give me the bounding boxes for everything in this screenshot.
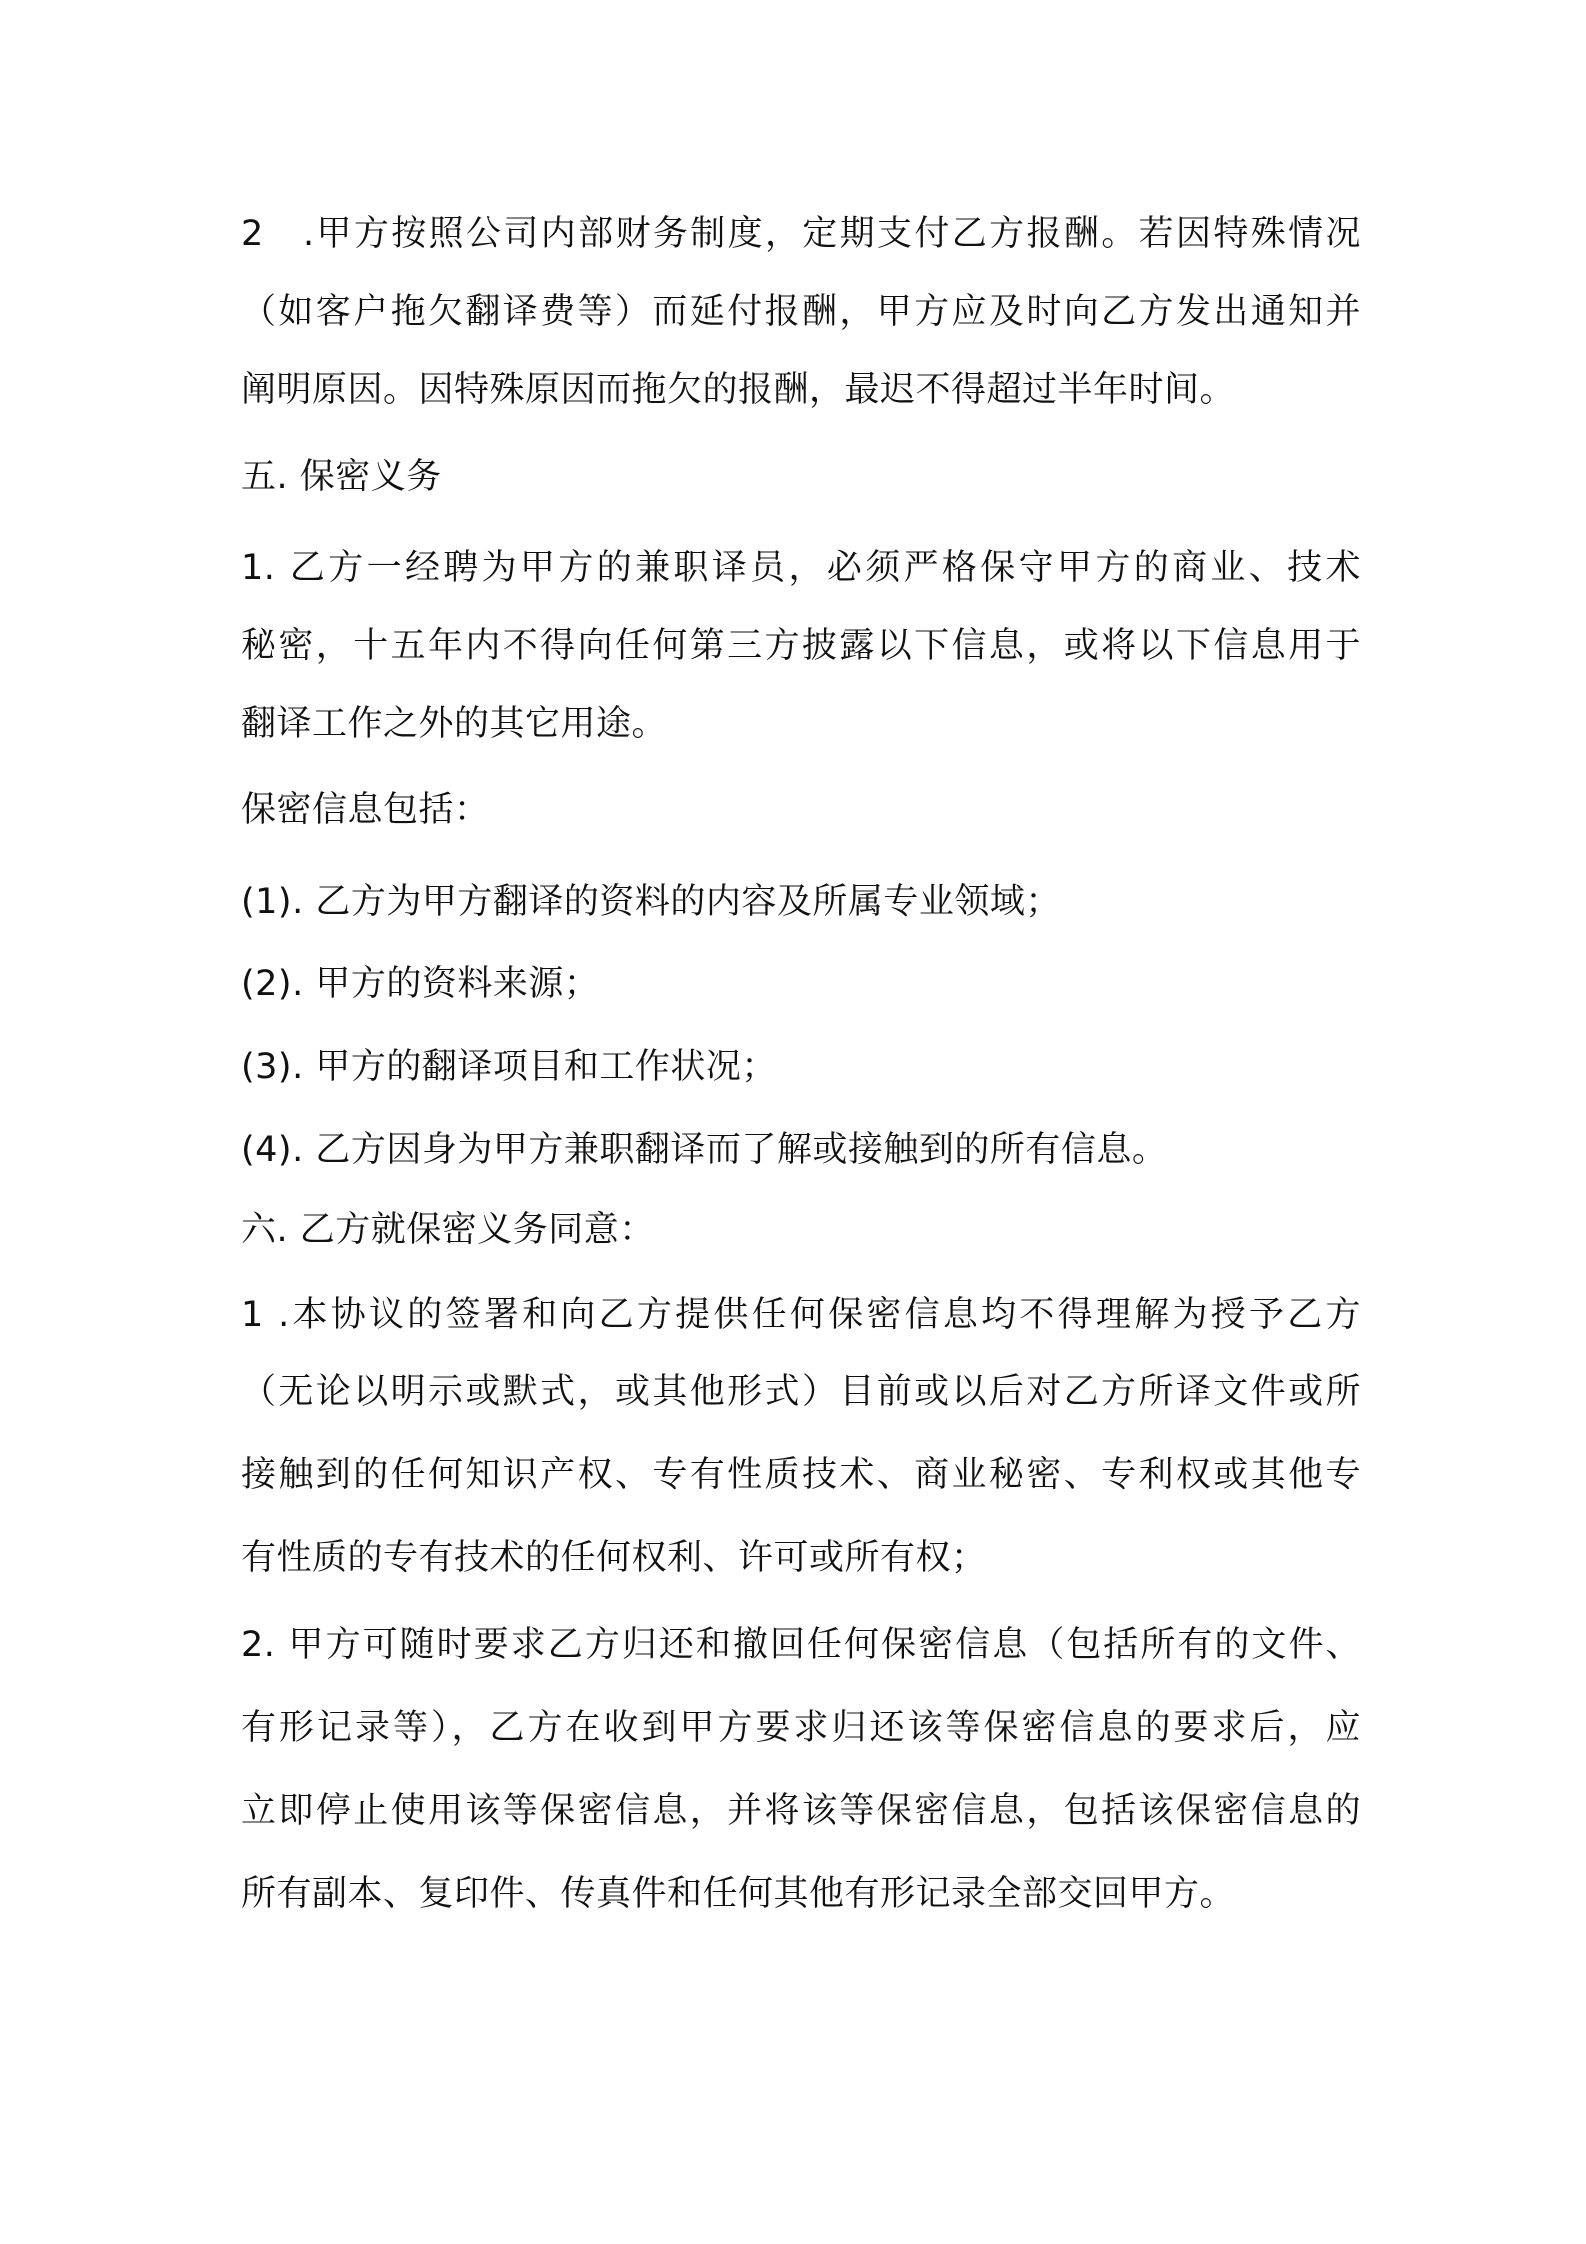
text-line: 2 .甲方按照公司内部财务制度，定期支付乙方报酬。若因特殊情况: [241, 214, 1361, 254]
section-heading: 五. 保密义务: [241, 457, 442, 497]
section-heading: 六. 乙方就保密义务同意：: [241, 1210, 655, 1250]
text-line: 所有副本、复印件、传真件和任何其他有形记录全部交回甲方。: [241, 1874, 1236, 1914]
list-item: (4). 乙方因身为甲方兼职翻译而了解或接触到的所有信息。: [241, 1130, 1168, 1170]
text-line: 1 .本协议的签署和向乙方提供任何保密信息均不得理解为授予乙方: [241, 1295, 1361, 1335]
list-item: (3). 甲方的翻译项目和工作状况；: [241, 1047, 777, 1087]
text-line: （如客户拖欠翻译费等）而延付报酬，甲方应及时向乙方发出通知并: [241, 292, 1361, 332]
text-line: 阐明原因。因特殊原因而拖欠的报酬，最迟不得超过半年时间。: [241, 370, 1236, 410]
text-line: 1. 乙方一经聘为甲方的兼职译员，必须严格保守甲方的商业、技术: [241, 548, 1361, 588]
text-line: （无论以明示或默式，或其他形式）目前或以后对乙方所译文件或所: [241, 1372, 1361, 1412]
text-line: 秘密，十五年内不得向任何第三方披露以下信息，或将以下信息用于: [241, 626, 1361, 666]
text-line: 有性质的专有技术的任何权利、许可或所有权；: [241, 1538, 987, 1578]
text-line: 有形记录等），乙方在收到甲方要求归还该等保密信息的要求后，应: [241, 1708, 1361, 1748]
text-line: 保密信息包括：: [241, 790, 490, 830]
text-line: 立即停止使用该等保密信息，并将该等保密信息，包括该保密信息的: [241, 1791, 1361, 1831]
list-item: (2). 甲方的资料来源；: [241, 964, 600, 1004]
text-line: 接触到的任何知识产权、专有性质技术、商业秘密、专利权或其他专: [241, 1455, 1361, 1495]
text-line: 翻译工作之外的其它用途。: [241, 704, 668, 744]
list-item: (1). 乙方为甲方翻译的资料的内容及所属专业领域；: [241, 882, 1061, 922]
text-line: 2. 甲方可随时要求乙方归还和撤回任何保密信息（包括所有的文件、: [241, 1625, 1361, 1665]
